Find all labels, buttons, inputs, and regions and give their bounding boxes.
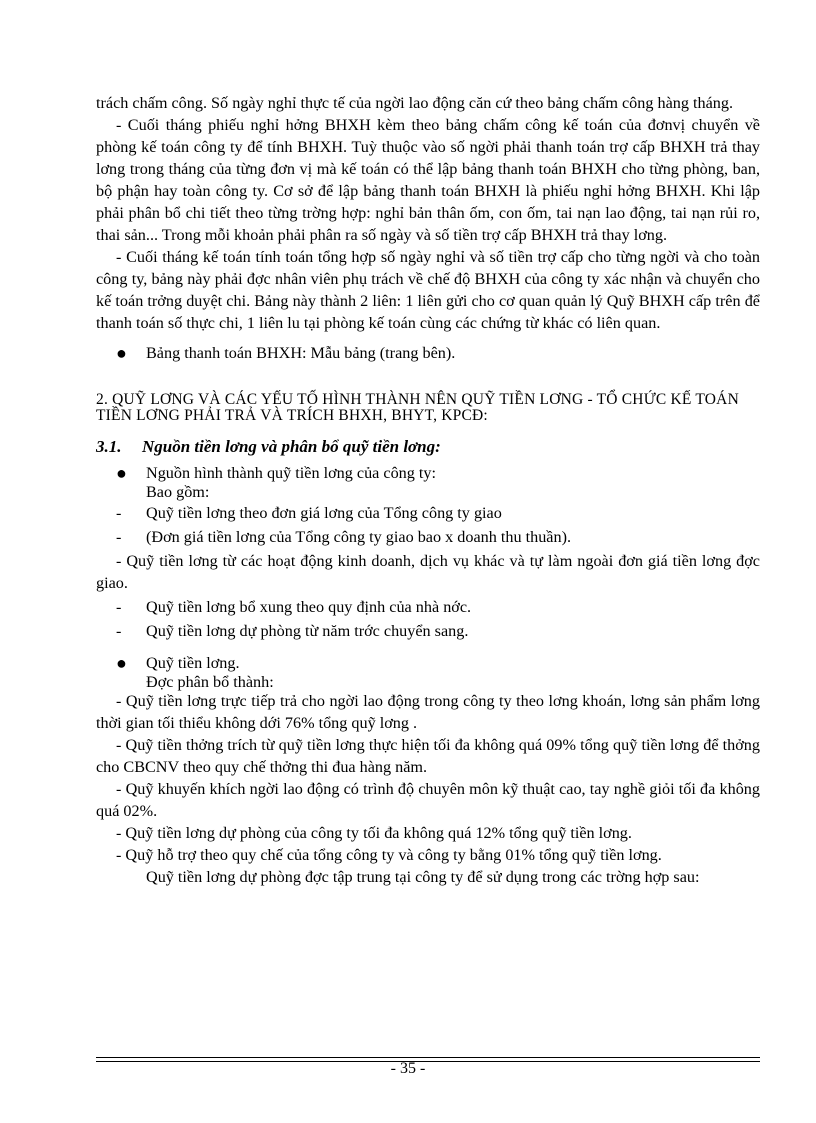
paragraph-2: - Cuối tháng phiếu nghỉ hởng BHXH kèm theo bảng chấm công kế toán của đơnvị chuyển về phòng kế toán công ty để tính BHXH. Tuỳ thuộc vào số ngời phải thanh toán trợ cấp BHXH trả thay lơng trong tháng của từng đơn vị mà kế toán có thể lập bảng thanh toán BHXH cho từng phòng, ban, bộ phận hay toàn công ty. Cơ sở để lập bảng thanh toán BHXH là phiếu nghỉ hởng BHXH. Khi lập phải phân bổ chi tiết theo từng trờng hợp: nghỉ bản thân ốm, con ốm, tai nạn lao động, tai nạn rủi ro, thai sản... Trong mỗi khoản phải phân ra số ngày và số tiền trợ cấp BHXH trả thay lơng. [96,116,760,244]
list-item: - Quỹ tiền lơng dự phòng từ năm trớc chuyển sang. [116,622,469,640]
bullet-item [96,342,760,364]
list-item: - Quỹ tiền lơng bổ xung theo quy định của nhà nớc. [116,598,472,616]
bullet-icon: ● [116,463,127,483]
heading-number: 3.1. [96,437,122,456]
page-number: - 35 - [390,1060,426,1077]
sub-label: Bao gồm: [146,483,210,501]
list-paragraph: - Quỹ tiền thởng trích từ quỹ tiền lơng thực hiện tối đa không quá 09% tổng quỹ tiền lơng để thởng cho CBCNV theo quy chế thởng thi đua hàng năm. [96,736,760,776]
bullet-text: Bảng thanh toán BHXH: Mẫu bảng (trang bên). [146,344,456,362]
list-paragraph: - Quỹ hỗ trợ theo quy chế của tổng công ty và công ty bằng 01% tổng quỹ tiền lơng. [116,846,662,864]
sub-label: Đợc phân bổ thành: [146,673,274,691]
list-paragraph: - Quỹ tiền lơng trực tiếp trả cho ngời lao động trong công ty theo lơng khoán, lơng sản phẩm lơng thời gian tối thiểu không dới 76% tổng quỹ lơng . [96,692,760,732]
paragraph-3: - Cuối tháng kế toán tính toán tổng hợp số ngày nghỉ và số tiền trợ cấp cho từng ngời và cho toàn công ty, bảng này phải đợc nhân viên phụ trách về chế độ BHXH của công ty xác nhận và chuyển cho kế toán trởng duyệt chi. Bảng này thành 2 liên: 1 liên gửi cho cơ quan quản lý Quỹ BHXH cấp trên để thanh toán số thực chi, 1 liên lu tại phòng kế toán cùng các chứng từ khác có liên quan. [96,248,760,332]
section-heading-3-1 [96,436,760,458]
bullet-icon: ● [116,653,127,673]
heading-text: Nguồn tiền lơng và phân bổ quỹ tiền lơng: [142,437,441,456]
bullet-text: Quỹ tiền lơng. [146,654,240,672]
closing-paragraph: Quỹ tiền lơng dự phòng đợc tập trung tại công ty để sử dụng trong các trờng hợp sau: [146,868,700,886]
list-item: - Quỹ tiền lơng theo đơn giá lơng của Tổng công ty giao [116,504,502,522]
list-paragraph: - Quỹ tiền lơng dự phòng của công ty tối đa không quá 12% tổng quỹ tiền lơng. [116,824,632,842]
section-heading-2: 2. QUỸ LƠNG VÀ CÁC YẾU TỐ HÌNH THÀNH NÊN QUỸ TIỀN LƠNG - TỔ CHỨC KẾ TOÁN TIỀN LƠNG PHẢI TRẢ VÀ TRÍCH BHXH, BHYT, KPCĐ: [96,391,739,424]
bullet-icon: ● [116,343,127,363]
list-item: - (Đơn giá tiền lơng của Tổng công ty giao bao x doanh thu thuần). [116,528,572,546]
document-page [96,92,760,888]
paragraph-1: trách chấm công. Số ngày nghỉ thực tế của ngời lao động căn cứ theo bảng chấm công hàng tháng. [96,94,733,112]
bullet-item [96,652,760,674]
list-paragraph: - Quỹ tiền lơng từ các hoạt động kinh doanh, dịch vụ khác và tự làm ngoài đơn giá tiền lơng đợc giao. [96,552,760,592]
bullet-item [96,462,760,484]
list-paragraph: - Quỹ khuyến khích ngời lao động có trình độ chuyên môn kỹ thuật cao, tay nghề giỏi tối đa không quá 02%. [96,780,760,820]
bullet-text: Nguồn hình thành quỹ tiền lơng của công ty: [146,464,436,482]
